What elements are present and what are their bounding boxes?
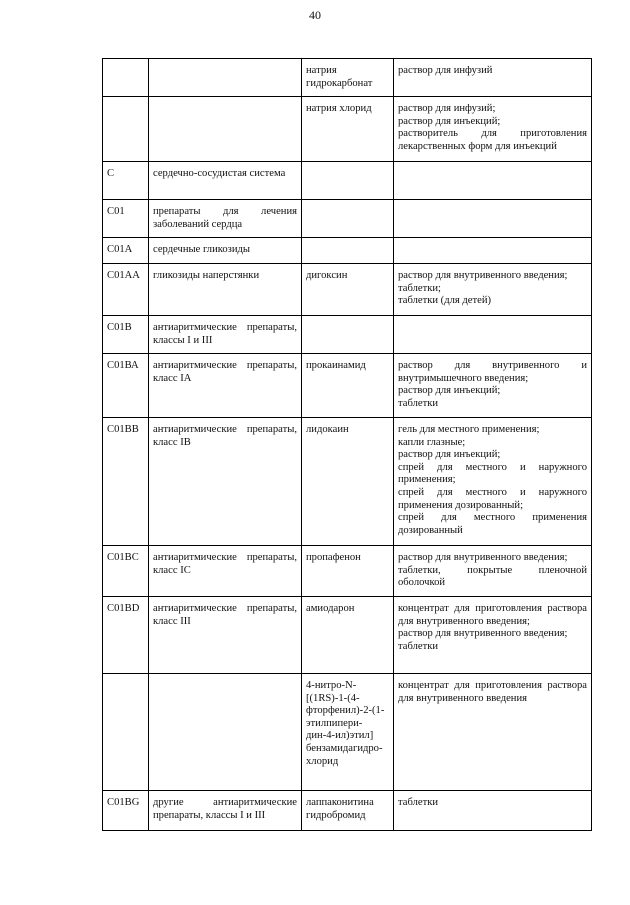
group-name-cell: антиаритмические препараты, классы I и III — [149, 316, 302, 354]
dosage-form: концентрат для приготовления раствора для внутривенного введения; — [398, 603, 587, 627]
dosage-form: раствор для внутривенного и внутримышечного введения; — [398, 360, 587, 384]
drug-name-cell: лаппаконитина гидробромид — [302, 791, 394, 831]
dosage-form: концентрат для приготовления раствора для внутривенного введения — [398, 680, 587, 704]
dosage-form: раствор для инъекций; — [398, 449, 501, 461]
dosage-forms-cell — [394, 418, 592, 546]
dosage-form: раствор для инфузий; — [398, 103, 496, 114]
group-name-cell: антиаритмические препараты, класс IА — [149, 354, 302, 418]
dosage-forms-cell — [394, 264, 592, 316]
table-row — [103, 238, 592, 264]
dosage-form: спрей для местного и наружного применения; — [398, 461, 587, 486]
drug-name-cell: натрия хлорид — [302, 97, 394, 162]
dosage-form: растворитель для приготовления лекарственных форм для инъекций — [398, 128, 587, 152]
atc-code-cell: С01ВG — [103, 791, 149, 831]
atc-code-cell — [103, 97, 149, 162]
table-row — [103, 674, 592, 791]
table-row — [103, 597, 592, 674]
dosage-forms-cell — [394, 59, 592, 97]
dosage-form: спрей для местного и наружного применения дозированный; — [398, 486, 587, 511]
atc-code-cell: С01ВС — [103, 546, 149, 597]
dosage-form: раствор для инъекций; — [398, 385, 501, 397]
page-number: 40 — [309, 8, 321, 22]
group-name-cell: препараты для лечения заболеваний сердца — [149, 200, 302, 238]
drug-name-cell — [302, 316, 394, 354]
dosage-forms-cell — [394, 674, 592, 791]
group-name-cell: гликозиды наперстянки — [149, 264, 302, 316]
table-row — [103, 316, 592, 354]
drug-name-cell: натрия гидрокарбонат — [302, 59, 394, 97]
drug-name-cell: дигоксин — [302, 264, 394, 316]
table-row — [103, 354, 592, 418]
dosage-forms-cell — [394, 200, 592, 238]
atc-code-cell: С — [103, 162, 149, 200]
group-name-cell: антиаритмические препараты, класс III — [149, 597, 302, 674]
drug-name-cell — [302, 200, 394, 238]
dosage-form: гель для местного применения; — [398, 424, 540, 435]
dosage-form: капли глазные; — [398, 436, 466, 448]
drug-name-cell: пропафенон — [302, 546, 394, 597]
atc-code-cell: С01АА — [103, 264, 149, 316]
dosage-form: раствор для внутривенного введения; — [398, 628, 568, 640]
atc-code-cell: С01ВА — [103, 354, 149, 418]
group-name-cell: антиаритмические препараты, класс IВ — [149, 418, 302, 546]
dosage-form: раствор для инъекций; — [398, 115, 501, 127]
dosage-form: спрей для местного применения дозированный — [398, 512, 587, 536]
dosage-form: раствор для внутривенного введения; — [398, 552, 568, 563]
dosage-form: таблетки — [398, 397, 439, 409]
dosage-form: раствор для инфузий — [398, 65, 493, 76]
drug-name-cell: прокаинамид — [302, 354, 394, 418]
drug-name-cell: 4-нитро-N-[(1RS)-1-(4-фторфенил)-2-(1-этилпипери-дин-4-ил)этил] бензамидагидро-хлорид — [302, 674, 394, 791]
atc-code-cell: С01В — [103, 316, 149, 354]
table-row — [103, 418, 592, 546]
dosage-form: таблетки — [398, 797, 439, 808]
dosage-forms-cell — [394, 546, 592, 597]
atc-code-cell — [103, 674, 149, 791]
table-row — [103, 97, 592, 162]
drug-table — [102, 58, 592, 831]
group-name-cell: другие антиаритмические препараты, классы I и III — [149, 791, 302, 831]
dosage-forms-cell — [394, 354, 592, 418]
dosage-form: таблетки; — [398, 282, 441, 294]
table-row — [103, 59, 592, 97]
group-name-cell: сердечные гликозиды — [149, 238, 302, 264]
group-name-cell — [149, 59, 302, 97]
drug-name-cell — [302, 238, 394, 264]
table-row — [103, 546, 592, 597]
table-row — [103, 264, 592, 316]
dosage-forms-cell — [394, 97, 592, 162]
dosage-forms-cell — [394, 162, 592, 200]
drug-name-cell: амиодарон — [302, 597, 394, 674]
atc-code-cell — [103, 59, 149, 97]
dosage-forms-cell — [394, 316, 592, 354]
dosage-form: таблетки, покрытые пленочной оболочкой — [398, 564, 587, 589]
atc-code-cell: С01А — [103, 238, 149, 264]
group-name-cell — [149, 97, 302, 162]
atc-code-cell: С01 — [103, 200, 149, 238]
dosage-form: таблетки (для детей) — [398, 295, 492, 307]
dosage-form: раствор для внутривенного введения; — [398, 270, 568, 281]
dosage-form: таблетки — [398, 640, 439, 652]
dosage-forms-cell — [394, 597, 592, 674]
drug-name-cell — [302, 162, 394, 200]
group-name-cell: сердечно-сосудистая система — [149, 162, 302, 200]
drug-name-cell: лидокаин — [302, 418, 394, 546]
group-name-cell: антиаритмические препараты, класс IС — [149, 546, 302, 597]
group-name-cell — [149, 674, 302, 791]
table-row — [103, 200, 592, 238]
atc-code-cell: С01ВВ — [103, 418, 149, 546]
table-row — [103, 791, 592, 831]
dosage-forms-cell — [394, 791, 592, 831]
dosage-forms-cell — [394, 238, 592, 264]
atc-code-cell: С01ВD — [103, 597, 149, 674]
table-row — [103, 162, 592, 200]
